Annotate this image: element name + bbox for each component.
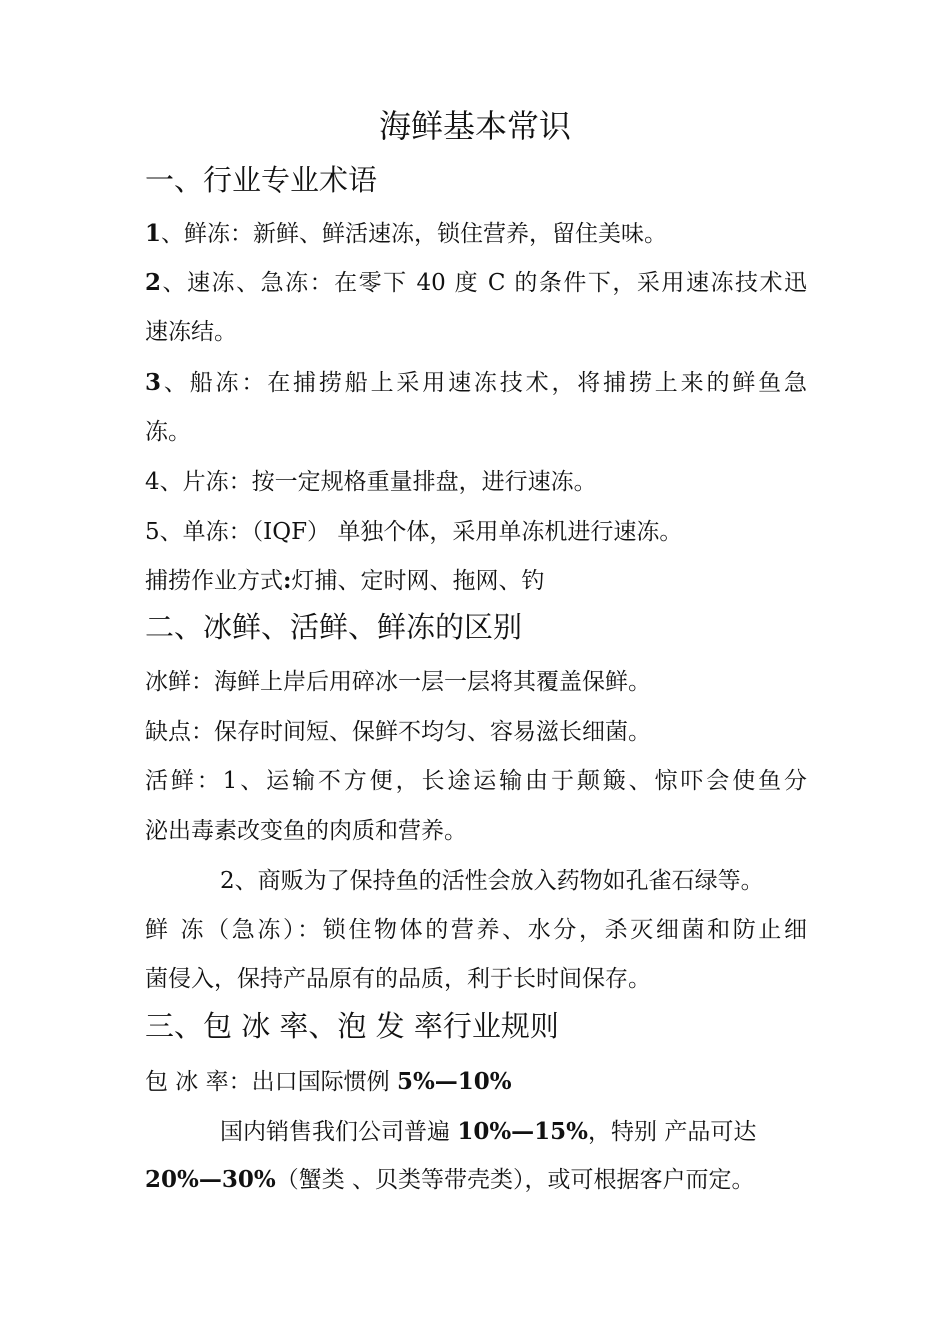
live-fresh-line-2: 2、商贩为了保持鱼的活性会放入药物如孔雀石绿等。 (220, 868, 764, 894)
term-line-2 (145, 267, 807, 299)
term-number: 1 (145, 220, 162, 247)
term-line-3 (145, 367, 807, 399)
term-text: 、船冻：在捕捞船上采用速冻技术，将捕捞上来的鲜鱼急 (161, 370, 807, 396)
defect-line: 缺点：保存时间短、保鲜不均匀、容易滋长细菌。 (145, 719, 651, 745)
term-line-2-cont: 速冻结。 (145, 319, 237, 345)
domestic-rate-value: 10%—15% (457, 1118, 589, 1145)
term-line-5: 5、单冻：（IQF） 单独个体，采用单冻机进行速冻。 (145, 519, 683, 545)
document-title: 海鲜基本常识 (378, 107, 571, 145)
term-number: 3 (145, 369, 162, 396)
term-line-1 (145, 218, 667, 250)
fishing-methods-colon: : (283, 567, 292, 594)
domestic-rate-suffix: ，特别 产品可达 (588, 1119, 757, 1145)
term-line-3-cont: 冻。 (145, 419, 191, 445)
section-heading-differences: 二、冰鲜、活鲜、鲜冻的区别 (145, 610, 523, 644)
term-number: 2 (145, 269, 162, 296)
term-text: 、鲜冻：新鲜、鲜活速冻，锁住营养，留住美味。 (161, 221, 668, 247)
fishing-methods-list: 灯捕、定时网、拖网、钓 (291, 568, 545, 594)
fishing-methods-line (145, 565, 545, 597)
term-line-4: 4、片冻：按一定规格重量排盘，进行速冻。 (145, 469, 597, 495)
ice-rate-value: 5%—10% (396, 1068, 512, 1095)
ice-rate-line (145, 1066, 512, 1098)
special-rate-note: （蟹类 、贝类等带壳类），或可根据客户而定。 (275, 1167, 755, 1193)
term-text: 、速冻、急冻：在零下 40 度 C 的条件下，采用速冻技术迅 (161, 270, 807, 296)
live-fresh-line-1-cont: 泌出毒素改变鱼的肉质和营养。 (145, 818, 467, 844)
section-heading-terms: 一、行业专业术语 (145, 163, 378, 197)
fresh-frozen-line: 鲜 冻（急冻）：锁住物体的营养、水分，杀灭细菌和防止细 (145, 917, 807, 943)
special-rate-line (145, 1164, 755, 1196)
ice-rate-label: 包 冰 率：出口国际惯例 (145, 1069, 397, 1095)
ice-fresh-line: 冰鲜：海鲜上岸后用碎冰一层一层将其覆盖保鲜。 (145, 669, 651, 695)
domestic-rate-line (220, 1116, 756, 1148)
section-heading-rules: 三、包 冰 率、泡 发 率行业规则 (145, 1009, 559, 1043)
live-fresh-line-1: 活鲜：1、运输不方便，长途运输由于颠簸、惊吓会使鱼分 (145, 768, 807, 794)
fresh-frozen-line-cont: 菌侵入，保持产品原有的品质，利于长时间保存。 (145, 966, 651, 992)
domestic-rate-label: 国内销售我们公司普遍 (220, 1119, 458, 1145)
fishing-methods-label: 捕捞作业方式 (145, 568, 283, 594)
special-rate-value: 20%—30% (145, 1166, 276, 1193)
